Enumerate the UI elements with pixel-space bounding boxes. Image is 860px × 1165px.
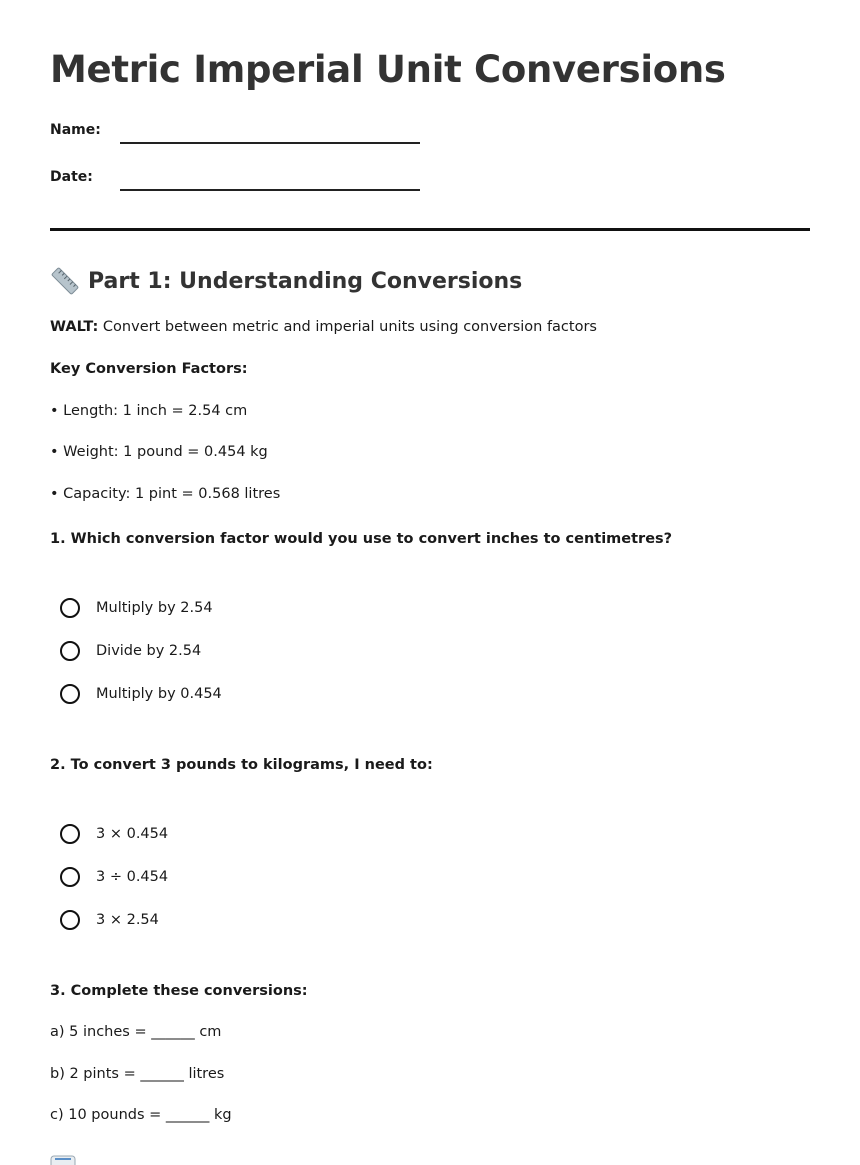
option-label: Multiply by 0.454	[96, 686, 222, 702]
page-title: Metric Imperial Unit Conversions	[50, 48, 726, 91]
q2-option-3[interactable]	[60, 907, 159, 933]
question-1: 1. Which conversion factor would you use to convert inches to centimetres?	[50, 531, 673, 547]
q2-option-1[interactable]	[60, 821, 168, 847]
conversion-item-a: a) 5 inches = ______ cm	[50, 1024, 222, 1040]
option-label: 3 × 0.454	[96, 826, 169, 842]
q2-option-2[interactable]	[60, 864, 168, 890]
section-divider	[50, 228, 810, 231]
date-label: Date:	[50, 169, 93, 185]
radio-button[interactable]	[60, 910, 80, 930]
walt-label: WALT:	[50, 319, 99, 335]
part1-heading	[50, 266, 522, 296]
option-label: 3 × 2.54	[96, 912, 159, 928]
question-2: 2. To convert 3 pounds to kilograms, I need to:	[50, 757, 433, 773]
conversion-item-c: c) 10 pounds = ______ kg	[50, 1107, 232, 1123]
radio-button[interactable]	[60, 641, 80, 661]
option-label: 3 ÷ 0.454	[96, 869, 169, 885]
factor-weight: • Weight: 1 pound = 0.454 kg	[50, 444, 268, 460]
factor-length: • Length: 1 inch = 2.54 cm	[50, 403, 248, 419]
date-field	[50, 169, 470, 193]
key-factors-label: Key Conversion Factors:	[50, 361, 248, 377]
q1-option-1[interactable]	[60, 595, 213, 621]
part1-heading-text: Part 1: Understanding Conversions	[88, 268, 523, 294]
chart-icon	[50, 1155, 76, 1165]
radio-button[interactable]	[60, 867, 80, 887]
question-3: 3. Complete these conversions:	[50, 983, 308, 999]
option-label: Divide by 2.54	[96, 643, 202, 659]
conversion-item-b: b) 2 pints = ______ litres	[50, 1066, 225, 1082]
date-input-line[interactable]	[120, 189, 420, 191]
name-label: Name:	[50, 122, 101, 138]
name-field	[50, 122, 470, 146]
radio-button[interactable]	[60, 598, 80, 618]
name-input-line[interactable]	[120, 142, 420, 144]
factor-capacity: • Capacity: 1 pint = 0.568 litres	[50, 486, 281, 502]
ruler-icon	[50, 266, 80, 296]
walt-line	[50, 319, 597, 335]
q1-option-2[interactable]	[60, 638, 201, 664]
radio-button[interactable]	[60, 684, 80, 704]
walt-text: Convert between metric and imperial units using conversion factors	[98, 319, 597, 335]
option-label: Multiply by 2.54	[96, 600, 213, 616]
q1-option-3[interactable]	[60, 681, 222, 707]
radio-button[interactable]	[60, 824, 80, 844]
